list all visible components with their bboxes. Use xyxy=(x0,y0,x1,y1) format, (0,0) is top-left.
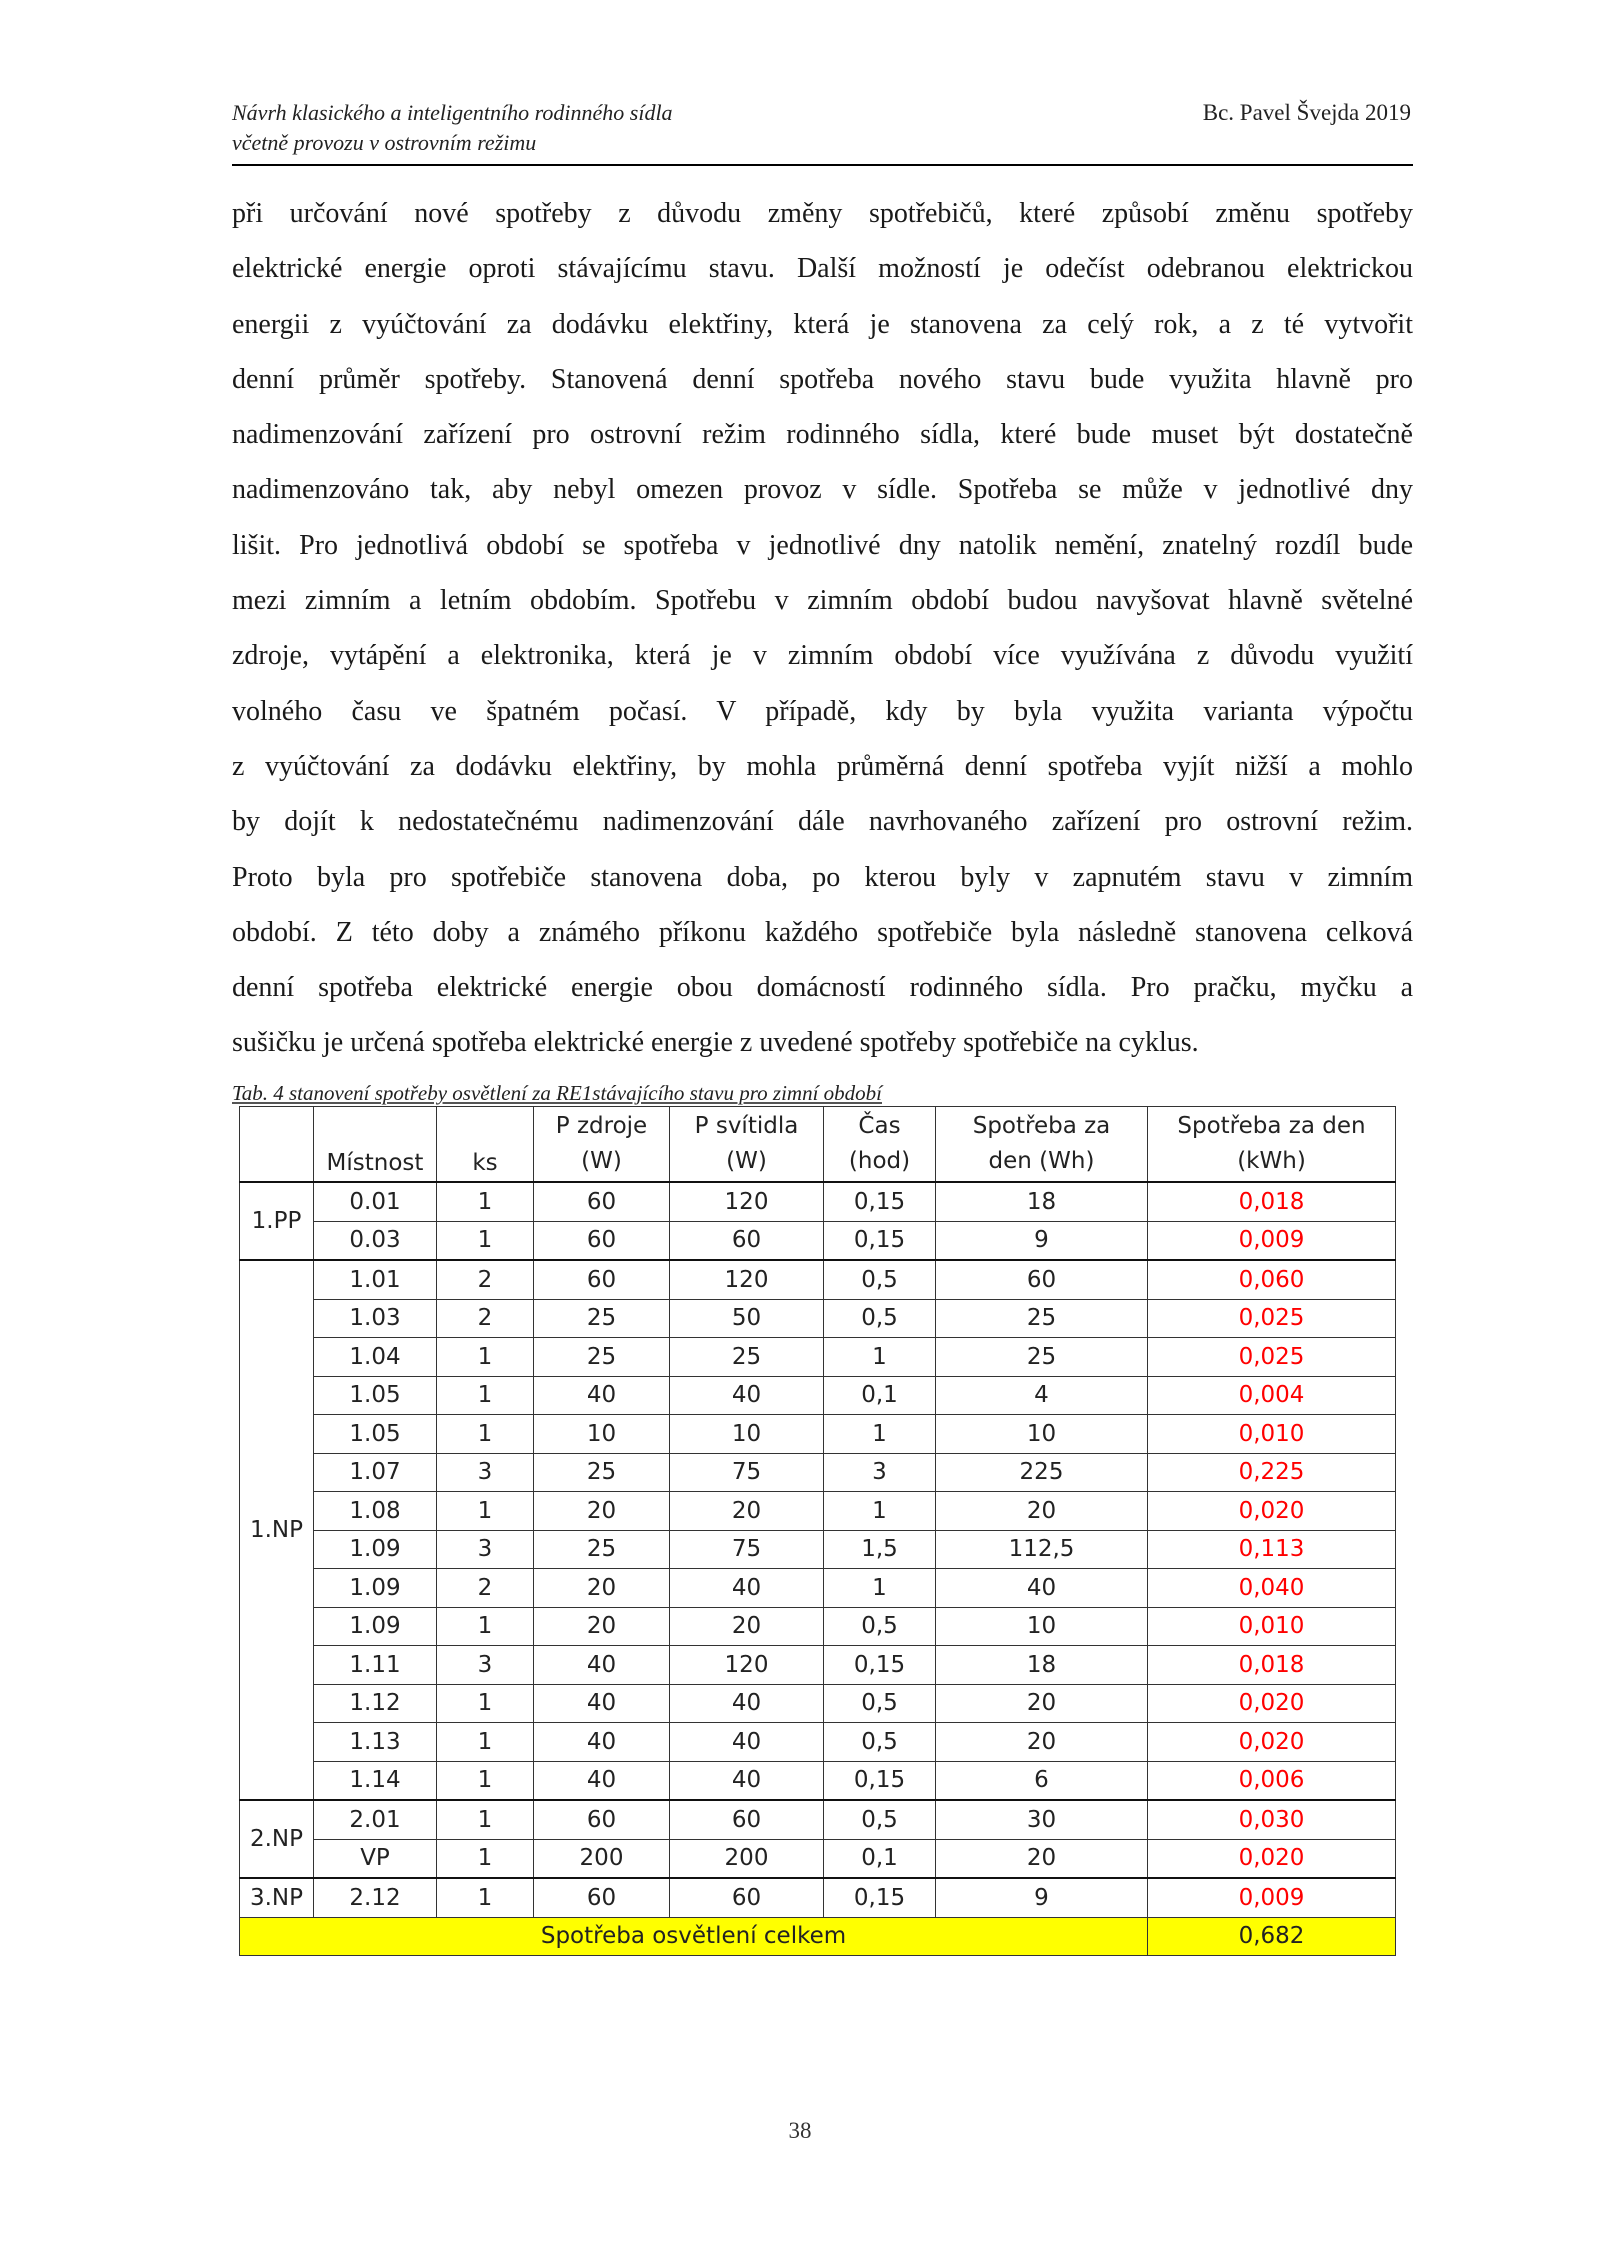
count-cell: 1 xyxy=(437,1221,534,1260)
floor-cell: 1.NP xyxy=(240,1260,314,1800)
p-source-cell: 60 xyxy=(534,1221,670,1260)
time-cell: 0,5 xyxy=(824,1260,936,1299)
header-p-luminaire: P svítidla (W) xyxy=(670,1107,824,1183)
count-cell: 1 xyxy=(437,1182,534,1221)
header-title xyxy=(232,98,673,158)
p-luminaire-cell: 60 xyxy=(670,1800,824,1839)
p-source-cell: 40 xyxy=(534,1646,670,1685)
consumption-wh-cell: 25 xyxy=(936,1338,1148,1377)
count-cell: 2 xyxy=(437,1299,534,1338)
p-source-cell: 40 xyxy=(534,1684,670,1723)
body-line: Proto byla pro spotřebiče stanovena doba, po kterou byly v zapnutém stavu v zimním xyxy=(232,861,1413,893)
consumption-wh-cell: 9 xyxy=(936,1878,1148,1917)
p-luminaire-cell: 10 xyxy=(670,1415,824,1454)
p-source-cell: 25 xyxy=(534,1338,670,1377)
room-cell: 0.03 xyxy=(314,1221,437,1260)
consumption-wh-cell: 4 xyxy=(936,1376,1148,1415)
consumption-kwh-cell: 0,225 xyxy=(1148,1453,1396,1492)
room-cell: 1.09 xyxy=(314,1569,437,1608)
lighting-consumption-table xyxy=(239,1106,1396,1956)
room-cell: VP xyxy=(314,1839,437,1878)
consumption-kwh-cell: 0,020 xyxy=(1148,1684,1396,1723)
consumption-wh-cell: 40 xyxy=(936,1569,1148,1608)
p-luminaire-cell: 25 xyxy=(670,1338,824,1377)
total-label: Spotřeba osvětlení celkem xyxy=(240,1917,1148,1956)
p-source-cell: 60 xyxy=(534,1260,670,1299)
consumption-wh-cell: 20 xyxy=(936,1723,1148,1762)
time-cell: 0,15 xyxy=(824,1182,936,1221)
time-cell: 0,5 xyxy=(824,1723,936,1762)
time-cell: 0,5 xyxy=(824,1684,936,1723)
body-line: denní průměr spotřeby. Stanovená denní spotřeba nového stavu bude využita hlavně pro xyxy=(232,363,1413,395)
time-cell: 0,15 xyxy=(824,1878,936,1917)
p-source-cell: 25 xyxy=(534,1453,670,1492)
p-source-cell: 60 xyxy=(534,1800,670,1839)
p-luminaire-cell: 75 xyxy=(670,1530,824,1569)
p-luminaire-cell: 60 xyxy=(670,1878,824,1917)
count-cell: 1 xyxy=(437,1800,534,1839)
p-luminaire-cell: 20 xyxy=(670,1492,824,1531)
count-cell: 1 xyxy=(437,1492,534,1531)
table-row xyxy=(240,1684,1396,1723)
p-source-cell: 40 xyxy=(534,1761,670,1800)
room-cell: 1.13 xyxy=(314,1723,437,1762)
consumption-kwh-cell: 0,004 xyxy=(1148,1376,1396,1415)
room-cell: 1.09 xyxy=(314,1530,437,1569)
consumption-kwh-cell: 0,020 xyxy=(1148,1492,1396,1531)
time-cell: 0,1 xyxy=(824,1376,936,1415)
table-row xyxy=(240,1338,1396,1377)
consumption-wh-cell: 225 xyxy=(936,1453,1148,1492)
floor-cell: 3.NP xyxy=(240,1878,314,1917)
floor-cell: 1.PP xyxy=(240,1182,314,1260)
room-cell: 1.07 xyxy=(314,1453,437,1492)
room-cell: 1.08 xyxy=(314,1492,437,1531)
body-line: lišit. Pro jednotlivá období se spotřeba v jednotlivé dny natolik nemění, znatelný rozdíl bude xyxy=(232,529,1413,561)
consumption-wh-cell: 6 xyxy=(936,1761,1148,1800)
header-title-line-1: Návrh klasického a inteligentního rodinného sídla xyxy=(232,100,673,125)
p-source-cell: 200 xyxy=(534,1839,670,1878)
time-cell: 0,15 xyxy=(824,1646,936,1685)
time-cell: 1 xyxy=(824,1415,936,1454)
room-cell: 1.05 xyxy=(314,1376,437,1415)
header-time: Čas (hod) xyxy=(824,1107,936,1183)
p-luminaire-cell: 75 xyxy=(670,1453,824,1492)
body-line: sušičku je určená spotřeba elektrické energie z uvedené spotřeby spotřebiče na cyklus. xyxy=(232,1027,1199,1059)
body-paragraph xyxy=(232,186,1413,1071)
p-luminaire-cell: 120 xyxy=(670,1260,824,1299)
p-luminaire-cell: 50 xyxy=(670,1299,824,1338)
table-row xyxy=(240,1723,1396,1762)
room-cell: 2.12 xyxy=(314,1878,437,1917)
table-row xyxy=(240,1878,1396,1917)
consumption-kwh-cell: 0,018 xyxy=(1148,1182,1396,1221)
count-cell: 1 xyxy=(437,1415,534,1454)
p-luminaire-cell: 40 xyxy=(670,1376,824,1415)
table-caption: Tab. 4 stanovení spotřeby osvětlení za RE1stávajícího stavu pro zimní období xyxy=(232,1081,882,1105)
header-consumption-kwh: Spotřeba za den (kWh) xyxy=(1148,1107,1396,1183)
page-number: 38 xyxy=(788,2118,812,2143)
table-body xyxy=(240,1182,1396,1917)
p-source-cell: 10 xyxy=(534,1415,670,1454)
count-cell: 1 xyxy=(437,1376,534,1415)
table-row xyxy=(240,1221,1396,1260)
room-cell: 1.03 xyxy=(314,1299,437,1338)
time-cell: 1 xyxy=(824,1492,936,1531)
table-row xyxy=(240,1607,1396,1646)
p-source-cell: 20 xyxy=(534,1569,670,1608)
body-line: nadimenzování zařízení pro ostrovní režim rodinného sídla, které bude muset být dostatečně xyxy=(232,419,1413,451)
body-line: zdroje, vytápění a elektronika, která je v zimním období více využívána z důvodu využití xyxy=(232,640,1413,672)
table-row xyxy=(240,1646,1396,1685)
consumption-kwh-cell: 0,009 xyxy=(1148,1878,1396,1917)
room-cell: 1.04 xyxy=(314,1338,437,1377)
table-row xyxy=(240,1569,1396,1608)
p-source-cell: 60 xyxy=(534,1878,670,1917)
table-row xyxy=(240,1415,1396,1454)
consumption-kwh-cell: 0,010 xyxy=(1148,1607,1396,1646)
count-cell: 1 xyxy=(437,1684,534,1723)
time-cell: 1 xyxy=(824,1338,936,1377)
p-luminaire-cell: 20 xyxy=(670,1607,824,1646)
table-row xyxy=(240,1299,1396,1338)
consumption-kwh-cell: 0,040 xyxy=(1148,1569,1396,1608)
header-title-line-2: včetně provozu v ostrovním režimu xyxy=(232,130,537,155)
room-cell: 1.01 xyxy=(314,1260,437,1299)
p-luminaire-cell: 120 xyxy=(670,1182,824,1221)
p-source-cell: 60 xyxy=(534,1182,670,1221)
consumption-wh-cell: 9 xyxy=(936,1221,1148,1260)
table-row xyxy=(240,1453,1396,1492)
count-cell: 1 xyxy=(437,1878,534,1917)
header-room: Místnost xyxy=(314,1107,437,1183)
p-luminaire-cell: 40 xyxy=(670,1684,824,1723)
header-author: Bc. Pavel Švejda 2019 xyxy=(1202,100,1411,125)
room-cell: 1.09 xyxy=(314,1607,437,1646)
room-cell: 2.01 xyxy=(314,1800,437,1839)
p-source-cell: 40 xyxy=(534,1723,670,1762)
count-cell: 3 xyxy=(437,1453,534,1492)
time-cell: 0,15 xyxy=(824,1761,936,1800)
body-line: energii z vyúčtování za dodávku elektřiny, která je stanovena za celý rok, a z té vytvořit xyxy=(232,308,1413,340)
consumption-kwh-cell: 0,025 xyxy=(1148,1338,1396,1377)
consumption-wh-cell: 25 xyxy=(936,1299,1148,1338)
consumption-wh-cell: 20 xyxy=(936,1684,1148,1723)
body-line: volného času ve špatném počasí. V případě, kdy by byla využita varianta výpočtu xyxy=(232,695,1413,727)
consumption-kwh-cell: 0,030 xyxy=(1148,1800,1396,1839)
room-cell: 1.12 xyxy=(314,1684,437,1723)
p-source-cell: 20 xyxy=(534,1492,670,1531)
consumption-kwh-cell: 0,025 xyxy=(1148,1299,1396,1338)
count-cell: 1 xyxy=(437,1761,534,1800)
table-row xyxy=(240,1530,1396,1569)
floor-cell: 2.NP xyxy=(240,1800,314,1878)
consumption-wh-cell: 112,5 xyxy=(936,1530,1148,1569)
count-cell: 3 xyxy=(437,1530,534,1569)
table-row xyxy=(240,1376,1396,1415)
header-floor xyxy=(240,1107,314,1183)
header-p-source: P zdroje (W) xyxy=(534,1107,670,1183)
consumption-kwh-cell: 0,009 xyxy=(1148,1221,1396,1260)
total-row xyxy=(240,1917,1396,1956)
p-source-cell: 40 xyxy=(534,1376,670,1415)
body-line: období. Z této doby a známého příkonu každého spotřebiče byla následně stanovena celková xyxy=(232,916,1413,948)
consumption-wh-cell: 18 xyxy=(936,1182,1148,1221)
p-luminaire-cell: 40 xyxy=(670,1761,824,1800)
body-line: by dojít k nedostatečnému nadimenzování dále navrhovaného zařízení pro ostrovní režim. xyxy=(232,806,1413,838)
consumption-kwh-cell: 0,060 xyxy=(1148,1260,1396,1299)
consumption-kwh-cell: 0,010 xyxy=(1148,1415,1396,1454)
table-row xyxy=(240,1839,1396,1878)
table-row xyxy=(240,1260,1396,1299)
time-cell: 0,5 xyxy=(824,1299,936,1338)
room-cell: 1.05 xyxy=(314,1415,437,1454)
body-line: z vyúčtování za dodávku elektřiny, by mohla průměrná denní spotřeba vyjít nižší a mohlo xyxy=(232,750,1413,782)
p-luminaire-cell: 200 xyxy=(670,1839,824,1878)
count-cell: 1 xyxy=(437,1338,534,1377)
header-consumption-wh: Spotřeba za den (Wh) xyxy=(936,1107,1148,1183)
consumption-kwh-cell: 0,113 xyxy=(1148,1530,1396,1569)
room-cell: 0.01 xyxy=(314,1182,437,1221)
time-cell: 1,5 xyxy=(824,1530,936,1569)
consumption-kwh-cell: 0,020 xyxy=(1148,1839,1396,1878)
p-luminaire-cell: 40 xyxy=(670,1569,824,1608)
consumption-wh-cell: 18 xyxy=(936,1646,1148,1685)
p-source-cell: 20 xyxy=(534,1607,670,1646)
table-row xyxy=(240,1182,1396,1221)
total-value: 0,682 xyxy=(1148,1917,1396,1956)
p-luminaire-cell: 40 xyxy=(670,1723,824,1762)
p-luminaire-cell: 120 xyxy=(670,1646,824,1685)
p-source-cell: 25 xyxy=(534,1299,670,1338)
time-cell: 0,1 xyxy=(824,1839,936,1878)
consumption-kwh-cell: 0,006 xyxy=(1148,1761,1396,1800)
time-cell: 0,15 xyxy=(824,1221,936,1260)
body-line: při určování nové spotřeby z důvodu změny spotřebičů, které způsobí změnu spotřeby xyxy=(232,198,1413,229)
count-cell: 1 xyxy=(437,1839,534,1878)
p-source-cell: 25 xyxy=(534,1530,670,1569)
p-luminaire-cell: 60 xyxy=(670,1221,824,1260)
body-line: mezi zimním a letním obdobím. Spotřebu v zimním období budou navyšovat hlavně světelné xyxy=(232,585,1413,617)
header-count: ks xyxy=(437,1107,534,1183)
running-header xyxy=(232,98,1413,166)
table-row xyxy=(240,1761,1396,1800)
count-cell: 2 xyxy=(437,1569,534,1608)
room-cell: 1.14 xyxy=(314,1761,437,1800)
count-cell: 1 xyxy=(437,1723,534,1762)
table-row xyxy=(240,1492,1396,1531)
consumption-kwh-cell: 0,018 xyxy=(1148,1646,1396,1685)
consumption-wh-cell: 10 xyxy=(936,1415,1148,1454)
consumption-wh-cell: 30 xyxy=(936,1800,1148,1839)
consumption-wh-cell: 60 xyxy=(936,1260,1148,1299)
consumption-kwh-cell: 0,020 xyxy=(1148,1723,1396,1762)
time-cell: 1 xyxy=(824,1569,936,1608)
body-line: denní spotřeba elektrické energie obou domácností rodinného sídla. Pro pračku, myčku a xyxy=(232,972,1413,1004)
count-cell: 3 xyxy=(437,1646,534,1685)
time-cell: 0,5 xyxy=(824,1800,936,1839)
time-cell: 3 xyxy=(824,1453,936,1492)
body-line: nadimenzováno tak, aby nebyl omezen provoz v sídle. Spotřeba se může v jednotlivé dny xyxy=(232,474,1413,506)
table-header-row xyxy=(240,1107,1396,1183)
count-cell: 2 xyxy=(437,1260,534,1299)
room-cell: 1.11 xyxy=(314,1646,437,1685)
time-cell: 0,5 xyxy=(824,1607,936,1646)
consumption-wh-cell: 20 xyxy=(936,1839,1148,1878)
table-row xyxy=(240,1800,1396,1839)
count-cell: 1 xyxy=(437,1607,534,1646)
consumption-wh-cell: 20 xyxy=(936,1492,1148,1531)
body-line: elektrické energie oproti stávajícímu stavu. Další možností je odečíst odebranou elektrickou xyxy=(232,253,1413,285)
consumption-wh-cell: 10 xyxy=(936,1607,1148,1646)
